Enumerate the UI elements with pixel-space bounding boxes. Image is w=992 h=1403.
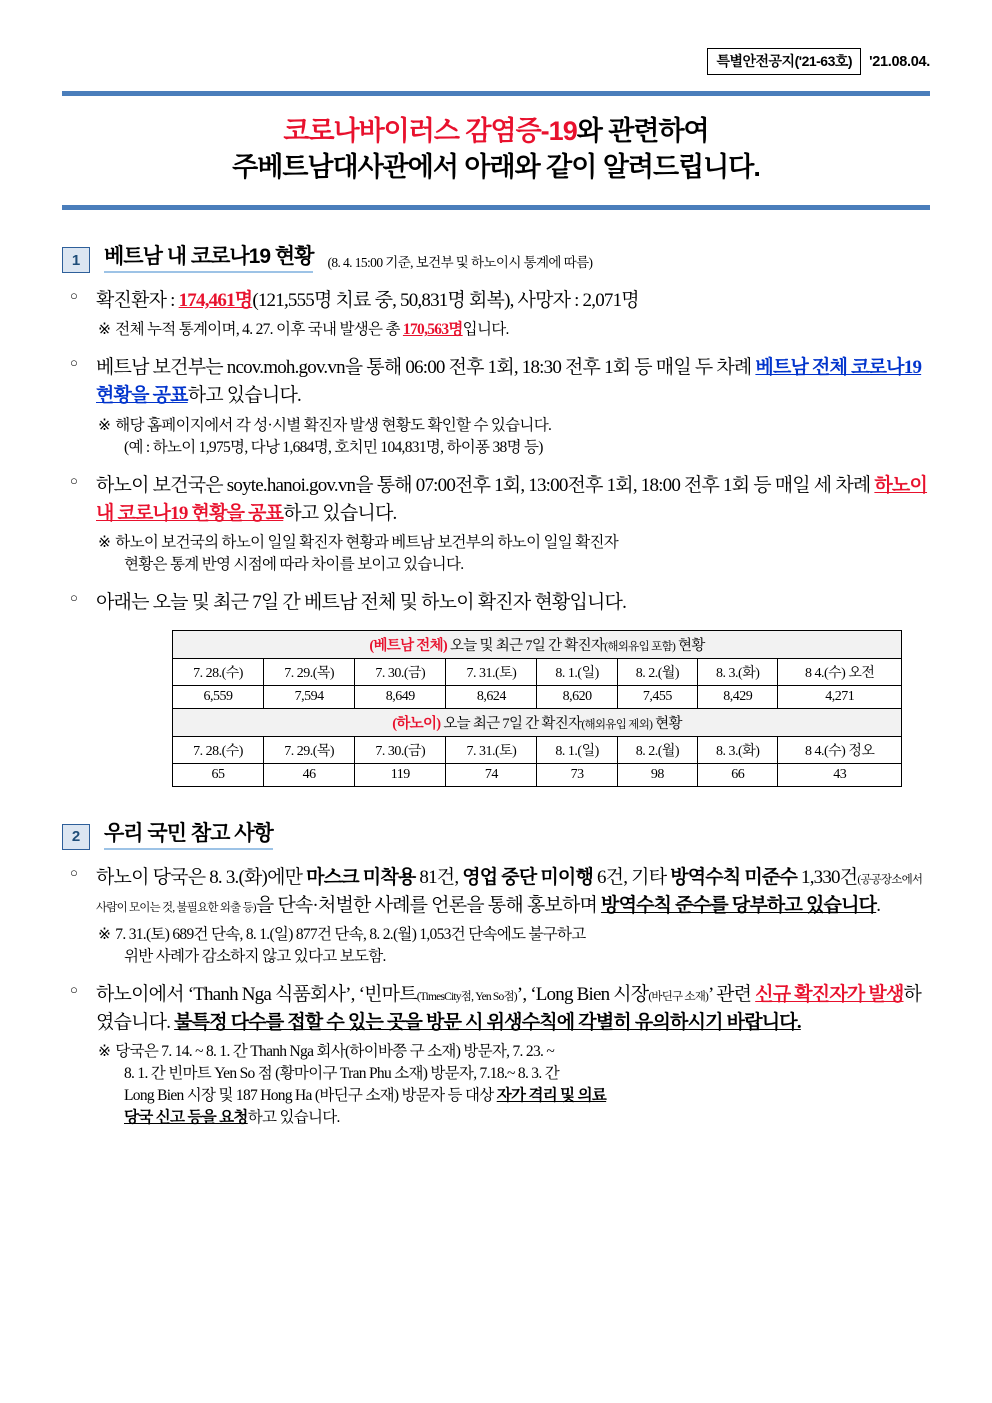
table-col-header: 8 4.(수) 정오 <box>778 736 902 763</box>
caption-region: (하노이) <box>392 715 441 732</box>
note-text: 전체 누적 통계이며, 4. 27. 이후 국내 발생은 총 <box>115 321 403 339</box>
note-text-3b: 자가 격리 및 의료 <box>496 1087 607 1105</box>
list-item <box>62 472 930 576</box>
table-col-header: 8 4.(수) 오전 <box>778 658 902 685</box>
case-t2: ’, ‘Long Bien 시장 <box>516 984 649 1006</box>
table-col-header: 7. 31.(토) <box>446 658 537 685</box>
confirmed-detail: (121,555명 치료 중, 50,831명 회복), 사망자 : 2,071명 <box>252 290 639 312</box>
case-t2s: (바딘구 소재) <box>648 991 709 1004</box>
note-text: 7. 31.(토) 689건 단속, 8. 1.(일) 877건 단속, 8. 2.(월) 1,053건 단속에도 불구하고 <box>115 926 586 944</box>
table-cell: 8,429 <box>698 685 778 708</box>
confirmed-count: 174,461명 <box>178 290 253 312</box>
table-col-header: 7. 28.(수) <box>173 736 264 763</box>
domestic-count: 170,563명 <box>402 321 463 339</box>
section-2-number: 2 <box>62 824 90 850</box>
notice-date: '21.08.04. <box>869 53 930 70</box>
table-col-header: 7. 31.(토) <box>446 736 537 763</box>
section-2-title: 우리 국민 참고 사항 <box>104 817 273 850</box>
table-col-header: 8. 3.(화) <box>698 658 778 685</box>
table-col-header: 8. 1.(일) <box>537 658 617 685</box>
note-text: 당국은 7. 14. ~ 8. 1. 간 Thanh Nga 회사(하이바쯩 구 소재) 방문자, 7. 23. ~ <box>115 1043 555 1061</box>
table-row <box>173 763 902 786</box>
section-1-title: 베트남 내 코로나19 현황 <box>104 240 313 273</box>
section-2-header <box>62 817 930 850</box>
case-t1: 하노이에서 ‘Thanh Nga 식품회사’, ‘빈마트 <box>96 984 417 1006</box>
note-text-2: 위반 사례가 감소하지 않고 있다고 보도함. <box>124 948 386 966</box>
table-cell: 4,271 <box>778 685 902 708</box>
enforce-t2: 81건, <box>415 866 463 888</box>
case-highlight: 신규 확진자가 발생 <box>755 984 904 1006</box>
table-cell: 8,620 <box>537 685 617 708</box>
notice-badge: 특별안전공지('21-63호) <box>707 48 861 75</box>
note-text-4a: 하고 있습니다. <box>247 1109 340 1127</box>
section-1-list <box>62 287 930 617</box>
caption-rest: 오늘 최근 7일 간 확진자 <box>440 715 582 732</box>
list-item <box>62 287 930 341</box>
section-1-header <box>62 240 930 273</box>
section-1-number: 1 <box>62 247 90 273</box>
table-cell: 7,455 <box>617 685 697 708</box>
note-text-tail: 입니다. <box>462 321 509 339</box>
section-1-subtitle: (8. 4. 15:00 기준, 보건부 및 하노이시 통계에 따름) <box>327 255 593 271</box>
table-row <box>173 658 902 685</box>
table-cell: 8,624 <box>446 685 537 708</box>
caption-rest: 오늘 및 최근 7일 간 확진자 <box>447 637 605 654</box>
title-line2: 주베트남대사관에서 아래와 같이 알려드립니다. <box>232 151 760 182</box>
note-text-3a: Long Bien 시장 및 187 Hong Ha (바딘구 소재) 방문자 등 대상 <box>124 1087 497 1105</box>
table-col-header: 8. 2.(월) <box>617 736 697 763</box>
title-line1-rest: 와 관련하여 <box>576 116 709 146</box>
hanoi-highlight: 하노이 내 코로나19 현황을 공표 <box>96 474 928 524</box>
enforce-t7: . <box>876 895 881 917</box>
caption-tail: 현황 <box>675 637 705 654</box>
case-advice: 불특정 다수를 접할 수 있는 곳을 방문 시 위생수칙에 각별히 유의하시기 바랍니다. <box>174 1012 801 1034</box>
table-col-header: 7. 30.(금) <box>355 736 446 763</box>
note-text: 하노이 보건국의 하노이 일일 확진자 현황과 베트남 보건부의 하노이 일일 확진자 <box>115 533 619 551</box>
table-cell: 73 <box>537 763 617 786</box>
list-item <box>62 981 930 1129</box>
enforce-t6: 을 단속·처벌한 사례를 언론을 통해 홍보하며 <box>255 895 602 917</box>
stats-tables <box>172 630 930 787</box>
moh-text-a: 베트남 보건부는 ncov.moh.gov.vn을 통해 06:00 전후 1회, 18:30 전후 1회 등 매일 두 차례 <box>96 357 756 379</box>
caption-small: (해외유입 포함) <box>604 640 676 653</box>
table-cell: 8,649 <box>355 685 446 708</box>
section-2-list <box>62 864 930 1129</box>
note-mark-icon: ※ <box>98 321 111 339</box>
enforce-b3: 방역수칙 미준수 <box>670 866 798 888</box>
document-title <box>62 96 930 197</box>
table-col-header: 8. 3.(화) <box>698 736 778 763</box>
note-mark-icon: ※ <box>98 533 111 551</box>
table-row <box>173 736 902 763</box>
table-col-header: 7. 30.(금) <box>355 658 446 685</box>
table-intro: ○ 아래는 오늘 및 최근 7일 간 베트남 전체 및 하노이 확진자 현황입니다. <box>96 591 627 613</box>
table-col-header: 8. 1.(일) <box>537 736 617 763</box>
table-cell: 65 <box>173 763 264 786</box>
caption-small: (해외유입 제외) <box>581 718 653 731</box>
title-line1-highlight: 코로나바이러스 감염증-19 <box>283 116 577 146</box>
table-cell: 98 <box>617 763 697 786</box>
case-t4: 하였습니다. <box>96 984 922 1034</box>
note-mark-icon: ※ <box>98 416 111 434</box>
table-cell: 43 <box>778 763 902 786</box>
table-caption-row <box>173 708 902 736</box>
list-item <box>62 864 930 968</box>
enforce-t3: 6건, 기타 <box>593 866 671 888</box>
table-caption-row <box>173 630 902 658</box>
enforce-b2: 영업 중단 미이행 <box>462 866 594 888</box>
note-mark-icon: ※ <box>98 1043 111 1061</box>
note-text-4 <box>98 1107 930 1129</box>
vietnam-stats-table <box>172 630 902 787</box>
table-cell: 6,559 <box>173 685 264 708</box>
list-item <box>62 354 930 458</box>
note-text-4b: 당국 신고 등을 요청 <box>124 1109 248 1127</box>
enforce-t4: 1,330건 <box>797 866 858 888</box>
note-text-2: (예 : 하노이 1,975명, 다낭 1,684명, 호치민 104,831명, 하이퐁 38명 등) <box>124 438 543 456</box>
hanoi-text-b: 하고 있습니다. <box>283 502 397 524</box>
table-caption <box>173 630 902 658</box>
table-cell: 7,594 <box>264 685 355 708</box>
table-cell: 119 <box>355 763 446 786</box>
note-text-3 <box>98 1085 930 1107</box>
table-col-header: 7. 29.(목) <box>264 736 355 763</box>
divider-bottom <box>62 205 930 210</box>
caption-tail: 현황 <box>652 715 682 732</box>
table-col-header: 7. 29.(목) <box>264 658 355 685</box>
caption-region: (베트남 전체) <box>369 637 448 654</box>
table-cell: 74 <box>446 763 537 786</box>
confirmed-label: 확진환자 : <box>96 290 179 312</box>
table-caption <box>173 708 902 736</box>
note-text-2: 8. 1. 간 빈마트 Yen So 점 (황마이구 Tran Phu 소재) 방문자, 7.18.~ 8. 3. 간 <box>124 1065 559 1083</box>
table-col-header: 7. 28.(수) <box>173 658 264 685</box>
case-t1s: (TimesCity점, Yen So점) <box>416 991 517 1004</box>
header-notice-row <box>62 48 930 75</box>
enforce-b1: 마스크 미착용 <box>306 866 416 888</box>
hanoi-text-a: 하노이 보건국은 soyte.hanoi.gov.vn을 통해 07:00전후 1회, 13:00전후 1회, 18:00 전후 1회 등 매일 세 차례 <box>96 474 875 496</box>
table-cell: 66 <box>698 763 778 786</box>
table-cell: 46 <box>264 763 355 786</box>
list-item <box>62 589 930 617</box>
table-row <box>173 685 902 708</box>
note-mark-icon: ※ <box>98 926 111 944</box>
enforce-b4: 방역수칙 준수를 당부하고 있습니다 <box>601 895 877 917</box>
moh-highlight: 베트남 전체 코로나19 현황을 공표 <box>96 357 922 407</box>
enforce-t5: (공공장소에서 사람이 모이는 것, 불필요한 외출 등) <box>96 873 923 915</box>
moh-text-b: 하고 있습니다. <box>187 385 301 407</box>
case-t3: ’ 관련 <box>708 984 756 1006</box>
enforce-t1: 하노이 당국은 8. 3.(화)에만 <box>96 866 307 888</box>
note-text: 해당 홈페이지에서 각 성·시별 확진자 발생 현황도 확인할 수 있습니다. <box>115 416 552 434</box>
table-col-header: 8. 2.(월) <box>617 658 697 685</box>
note-text-2: 현황은 통계 반영 시점에 따라 차이를 보이고 있습니다. <box>124 555 464 573</box>
